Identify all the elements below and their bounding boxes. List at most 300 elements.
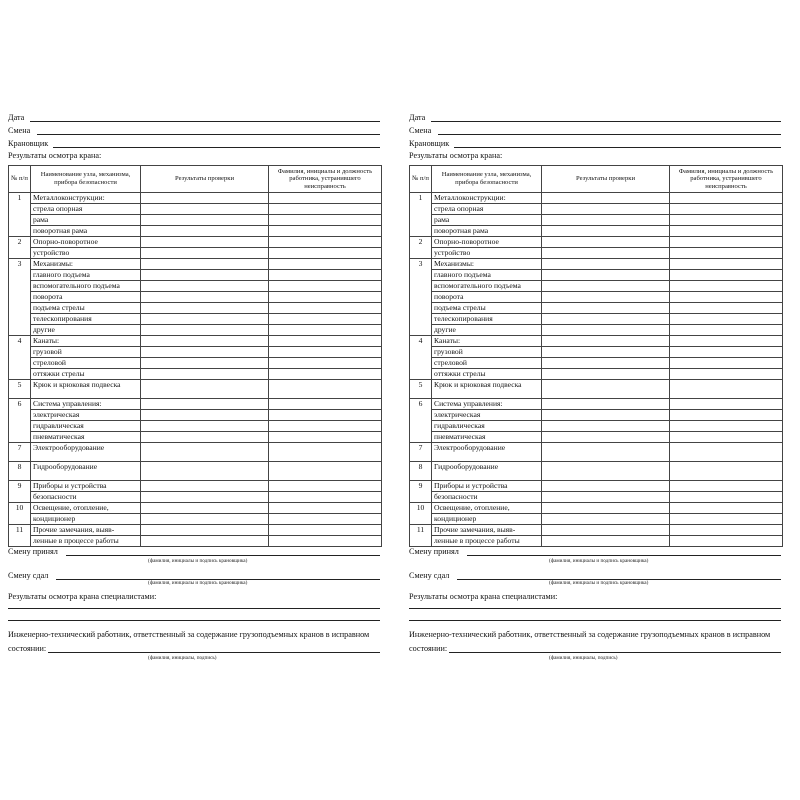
shift-accepted-label: Смену принял <box>409 547 459 556</box>
item-name: электрическая <box>432 410 542 421</box>
item-name: поворотная рама <box>432 226 542 237</box>
item-name: пневматическая <box>432 432 542 443</box>
fixer-cell[interactable] <box>269 325 382 336</box>
table-row <box>9 462 382 481</box>
result-cell[interactable] <box>141 369 269 380</box>
result-cell[interactable] <box>542 369 670 380</box>
fixer-cell[interactable] <box>269 514 382 525</box>
result-cell[interactable] <box>542 292 670 303</box>
result-cell[interactable] <box>542 462 670 481</box>
item-name: подъема стрелы <box>432 303 542 314</box>
item-name: Освещение, отопление, <box>31 503 141 514</box>
row-number: 5 <box>9 380 31 399</box>
table-row <box>9 204 382 215</box>
fixer-cell[interactable] <box>269 536 382 547</box>
item-name: поворота <box>31 292 141 303</box>
col-name-header: Наименование узла, механизма, прибора безопасности <box>31 166 141 193</box>
table-row <box>410 325 783 336</box>
table-row <box>410 421 783 432</box>
fixer-cell[interactable] <box>269 492 382 503</box>
table-row <box>9 421 382 432</box>
fixer-cell[interactable] <box>269 336 382 347</box>
result-cell[interactable] <box>141 481 269 492</box>
item-name: поворотная рама <box>31 226 141 237</box>
result-cell[interactable] <box>141 399 269 410</box>
col-num-header: № п/п <box>410 166 432 193</box>
result-cell[interactable] <box>542 314 670 325</box>
fixer-cell[interactable] <box>269 410 382 421</box>
fixer-cell[interactable] <box>269 432 382 443</box>
table-row <box>9 215 382 226</box>
item-name: другие <box>31 325 141 336</box>
item-name: стреловой <box>432 358 542 369</box>
specialists-line-2[interactable] <box>8 620 380 621</box>
item-name: телескопирования <box>432 314 542 325</box>
result-cell[interactable] <box>141 492 269 503</box>
fixer-cell[interactable] <box>670 410 783 421</box>
item-name: оттяжки стрелы <box>31 369 141 380</box>
result-cell[interactable] <box>141 525 269 536</box>
table-row <box>410 525 783 536</box>
engineer-field[interactable] <box>8 643 380 654</box>
item-name: поворота <box>432 292 542 303</box>
row-number: 9 <box>410 481 432 503</box>
fixer-cell[interactable] <box>269 215 382 226</box>
shift-accepted-field[interactable] <box>409 546 781 557</box>
result-cell[interactable] <box>542 237 670 248</box>
col-num-header: № п/п <box>9 166 31 193</box>
item-name: Освещение, отопление, <box>432 503 542 514</box>
table-row <box>410 380 783 399</box>
date-line <box>30 121 380 122</box>
table-row <box>9 303 382 314</box>
table-row <box>410 336 783 347</box>
row-number: 7 <box>9 443 31 462</box>
table-row <box>410 503 783 514</box>
result-cell[interactable] <box>542 204 670 215</box>
row-number: 5 <box>410 380 432 399</box>
table-row <box>9 270 382 281</box>
table-row <box>9 226 382 237</box>
result-cell[interactable] <box>141 432 269 443</box>
fixer-cell[interactable] <box>269 525 382 536</box>
table-row <box>9 193 382 204</box>
item-name: стрела опорная <box>432 204 542 215</box>
row-number: 11 <box>9 525 31 547</box>
operator-line <box>53 147 380 148</box>
item-name: Система управления: <box>31 399 141 410</box>
row-number: 8 <box>9 462 31 481</box>
shift-accepted-field[interactable] <box>8 546 380 557</box>
fixer-cell[interactable] <box>269 481 382 492</box>
shift-accepted-caption: (фамилия, инициалы и подпись крановщика) <box>549 558 649 564</box>
col-name-header: Наименование узла, механизма, прибора безопасности <box>432 166 542 193</box>
table-row <box>410 215 783 226</box>
row-number: 10 <box>410 503 432 525</box>
item-name: Металлоконструкции: <box>31 193 141 204</box>
engineer-line <box>48 652 380 653</box>
engineer-state-label: состоянии: <box>409 644 448 653</box>
table-row <box>410 514 783 525</box>
date-field[interactable] <box>409 112 781 123</box>
result-cell[interactable] <box>542 358 670 369</box>
fixer-cell[interactable] <box>670 421 783 432</box>
result-cell[interactable] <box>141 380 269 399</box>
fixer-cell[interactable] <box>670 336 783 347</box>
table-row <box>9 410 382 421</box>
fixer-cell[interactable] <box>269 270 382 281</box>
table-row <box>410 369 783 380</box>
fixer-cell[interactable] <box>269 292 382 303</box>
fixer-cell[interactable] <box>670 514 783 525</box>
table-row <box>9 503 382 514</box>
shift-handed-label: Смену сдал <box>409 571 450 580</box>
row-number: 4 <box>410 336 432 380</box>
result-cell[interactable] <box>542 380 670 399</box>
result-cell[interactable] <box>141 237 269 248</box>
fixer-cell[interactable] <box>670 303 783 314</box>
engineer-line <box>449 652 781 653</box>
result-cell[interactable] <box>141 193 269 204</box>
engineer-text: Инженерно-технический работник, ответственный за содержание грузоподъемных кранов в исправном <box>8 630 370 639</box>
result-cell[interactable] <box>542 325 670 336</box>
table-row <box>410 492 783 503</box>
result-cell[interactable] <box>542 536 670 547</box>
table-row <box>410 432 783 443</box>
item-name: электрическая <box>31 410 141 421</box>
table-row <box>410 292 783 303</box>
shift-accepted-label: Смену принял <box>8 547 58 556</box>
shift-handed-caption: (фамилия, инициалы и подпись крановщика) <box>549 580 649 586</box>
result-cell[interactable] <box>542 347 670 358</box>
fixer-cell[interactable] <box>269 380 382 399</box>
result-cell[interactable] <box>141 347 269 358</box>
result-cell[interactable] <box>542 226 670 237</box>
table-row <box>9 481 382 492</box>
row-number: 7 <box>410 443 432 462</box>
fixer-cell[interactable] <box>670 259 783 270</box>
result-cell[interactable] <box>141 248 269 259</box>
row-number: 1 <box>410 193 432 237</box>
item-name: устройство <box>31 248 141 259</box>
journal-page-left <box>8 0 388 800</box>
row-number: 2 <box>410 237 432 259</box>
result-cell[interactable] <box>542 514 670 525</box>
fixer-cell[interactable] <box>670 292 783 303</box>
result-cell[interactable] <box>542 215 670 226</box>
result-cell[interactable] <box>141 443 269 462</box>
item-name: устройство <box>432 248 542 259</box>
specialists-line-1[interactable] <box>8 608 380 609</box>
row-number: 10 <box>9 503 31 525</box>
item-name: Электрооборудование <box>432 443 542 462</box>
fixer-cell[interactable] <box>670 432 783 443</box>
shift-field[interactable] <box>409 125 781 136</box>
table-row <box>9 369 382 380</box>
table-row <box>410 358 783 369</box>
fixer-cell[interactable] <box>670 358 783 369</box>
engineer-text: Инженерно-технический работник, ответственный за содержание грузоподъемных кранов в исправном <box>409 630 771 639</box>
shift-label: Смена <box>409 126 432 135</box>
fixer-cell[interactable] <box>670 492 783 503</box>
row-number: 11 <box>410 525 432 547</box>
row-number: 3 <box>9 259 31 336</box>
item-name: рама <box>31 215 141 226</box>
fixer-cell[interactable] <box>670 237 783 248</box>
result-cell[interactable] <box>141 325 269 336</box>
shift-accepted-line <box>66 555 380 556</box>
table-row <box>9 525 382 536</box>
item-name: безопасности <box>31 492 141 503</box>
result-cell[interactable] <box>141 462 269 481</box>
table-row <box>410 226 783 237</box>
result-cell[interactable] <box>141 281 269 292</box>
row-number: 4 <box>9 336 31 380</box>
shift-accepted-line <box>467 555 781 556</box>
result-cell[interactable] <box>141 410 269 421</box>
table-row <box>9 492 382 503</box>
item-name: Приборы и устройства <box>432 481 542 492</box>
item-name: Опорно-поворотное <box>31 237 141 248</box>
date-line <box>431 121 781 122</box>
fixer-cell[interactable] <box>269 314 382 325</box>
item-name: Приборы и устройства <box>31 481 141 492</box>
table-row <box>410 281 783 292</box>
col-fixer-header: Фамилия, инициалы и должность работника, устранившего неисправность <box>269 166 382 193</box>
table-row <box>410 536 783 547</box>
result-cell[interactable] <box>542 336 670 347</box>
result-cell[interactable] <box>542 303 670 314</box>
item-name: другие <box>432 325 542 336</box>
fixer-cell[interactable] <box>269 259 382 270</box>
item-name: Механизмы: <box>31 259 141 270</box>
fixer-cell[interactable] <box>269 399 382 410</box>
fixer-cell[interactable] <box>269 303 382 314</box>
result-cell[interactable] <box>542 399 670 410</box>
result-cell[interactable] <box>141 358 269 369</box>
table-row <box>9 358 382 369</box>
fixer-cell[interactable] <box>670 481 783 492</box>
item-name: Прочие замечания, выяв- <box>432 525 542 536</box>
item-name: главного подъема <box>432 270 542 281</box>
specialists-label: Результаты осмотра крана специалистами: <box>409 592 558 601</box>
item-name: телескопирования <box>31 314 141 325</box>
table-row <box>9 237 382 248</box>
item-name: стрела опорная <box>31 204 141 215</box>
shift-handed-label: Смену сдал <box>8 571 49 580</box>
table-row <box>410 399 783 410</box>
result-cell[interactable] <box>542 248 670 259</box>
shift-field[interactable] <box>8 125 380 136</box>
date-label: Дата <box>409 113 426 122</box>
fixer-cell[interactable] <box>269 358 382 369</box>
item-name: подъема стрелы <box>31 303 141 314</box>
table-row <box>9 259 382 270</box>
fixer-cell[interactable] <box>269 248 382 259</box>
row-number: 3 <box>410 259 432 336</box>
fixer-cell[interactable] <box>670 204 783 215</box>
fixer-cell[interactable] <box>670 503 783 514</box>
item-name: Механизмы: <box>432 259 542 270</box>
result-cell[interactable] <box>542 410 670 421</box>
engineer-state-label: состоянии: <box>8 644 47 653</box>
fixer-cell[interactable] <box>670 270 783 281</box>
result-cell[interactable] <box>141 536 269 547</box>
table-row <box>410 270 783 281</box>
fixer-cell[interactable] <box>670 193 783 204</box>
results-label: Результаты осмотра крана: <box>8 151 102 160</box>
specialists-line-1[interactable] <box>409 608 781 609</box>
item-name: Система управления: <box>432 399 542 410</box>
col-result-header: Результаты проверки <box>141 166 269 193</box>
engineer-field[interactable] <box>409 643 781 654</box>
table-row <box>9 325 382 336</box>
shift-line <box>37 134 380 135</box>
table-row <box>410 410 783 421</box>
fixer-cell[interactable] <box>670 325 783 336</box>
table-header-row <box>410 166 783 193</box>
fixer-cell[interactable] <box>670 536 783 547</box>
result-cell[interactable] <box>141 503 269 514</box>
row-number: 2 <box>9 237 31 259</box>
fixer-cell[interactable] <box>670 314 783 325</box>
result-cell[interactable] <box>141 514 269 525</box>
item-name: Гидрооборудование <box>31 462 141 481</box>
result-cell[interactable] <box>542 432 670 443</box>
result-cell[interactable] <box>542 525 670 536</box>
item-name: кондиционер <box>432 514 542 525</box>
fixer-cell[interactable] <box>670 215 783 226</box>
result-cell[interactable] <box>141 270 269 281</box>
item-name: гидравлическая <box>432 421 542 432</box>
item-name: Крюк и крюковая подвеска <box>432 380 542 399</box>
col-fixer-header: Фамилия, инициалы и должность работника, устранившего неисправность <box>670 166 783 193</box>
item-name: рама <box>432 215 542 226</box>
item-name: оттяжки стрелы <box>432 369 542 380</box>
item-name: ленные в процессе работы <box>31 536 141 547</box>
item-name: грузовой <box>31 347 141 358</box>
fixer-cell[interactable] <box>269 443 382 462</box>
result-cell[interactable] <box>542 270 670 281</box>
shift-accepted-caption: (фамилия, инициалы и подпись крановщика) <box>148 558 248 564</box>
result-cell[interactable] <box>542 259 670 270</box>
operator-label: Крановщик <box>409 139 450 148</box>
date-field[interactable] <box>8 112 380 123</box>
item-name: Гидрооборудование <box>432 462 542 481</box>
table-row <box>410 248 783 259</box>
row-number: 9 <box>9 481 31 503</box>
result-cell[interactable] <box>542 281 670 292</box>
row-number: 8 <box>410 462 432 481</box>
fixer-cell[interactable] <box>269 369 382 380</box>
fixer-cell[interactable] <box>269 226 382 237</box>
table-row <box>410 237 783 248</box>
result-cell[interactable] <box>141 204 269 215</box>
operator-field[interactable] <box>8 138 380 149</box>
fixer-cell[interactable] <box>269 421 382 432</box>
result-cell[interactable] <box>542 492 670 503</box>
table-row <box>410 314 783 325</box>
fixer-cell[interactable] <box>670 226 783 237</box>
item-name: кондиционер <box>31 514 141 525</box>
fixer-cell[interactable] <box>269 281 382 292</box>
result-cell[interactable] <box>141 303 269 314</box>
fixer-cell[interactable] <box>670 380 783 399</box>
fixer-cell[interactable] <box>670 281 783 292</box>
table-row <box>9 399 382 410</box>
table-row <box>9 443 382 462</box>
row-number: 6 <box>410 399 432 443</box>
fixer-cell[interactable] <box>670 369 783 380</box>
engineer-caption: (фамилия, инициалы, подпись) <box>549 655 618 661</box>
item-name: ленные в процессе работы <box>432 536 542 547</box>
table-row <box>9 281 382 292</box>
result-cell[interactable] <box>141 336 269 347</box>
fixer-cell[interactable] <box>269 462 382 481</box>
table-row <box>410 303 783 314</box>
col-result-header: Результаты проверки <box>542 166 670 193</box>
operator-label: Крановщик <box>8 139 49 148</box>
date-label: Дата <box>8 113 25 122</box>
fixer-cell[interactable] <box>670 347 783 358</box>
fixer-cell[interactable] <box>269 237 382 248</box>
fixer-cell[interactable] <box>269 503 382 514</box>
fixer-cell[interactable] <box>670 399 783 410</box>
table-row <box>410 347 783 358</box>
engineer-caption: (фамилия, инициалы, подпись) <box>148 655 217 661</box>
fixer-cell[interactable] <box>269 204 382 215</box>
item-name: вспомогательного подъема <box>31 281 141 292</box>
result-cell[interactable] <box>542 443 670 462</box>
fixer-cell[interactable] <box>269 347 382 358</box>
inspection-table <box>8 165 382 547</box>
fixer-cell[interactable] <box>670 462 783 481</box>
fixer-cell[interactable] <box>670 525 783 536</box>
result-cell[interactable] <box>141 215 269 226</box>
result-cell[interactable] <box>542 193 670 204</box>
result-cell[interactable] <box>141 226 269 237</box>
shift-label: Смена <box>8 126 31 135</box>
operator-field[interactable] <box>409 138 781 149</box>
result-cell[interactable] <box>141 314 269 325</box>
result-cell[interactable] <box>542 421 670 432</box>
specialists-line-2[interactable] <box>409 620 781 621</box>
item-name: вспомогательного подъема <box>432 281 542 292</box>
fixer-cell[interactable] <box>670 443 783 462</box>
result-cell[interactable] <box>141 292 269 303</box>
item-name: Металлоконструкции: <box>432 193 542 204</box>
result-cell[interactable] <box>542 503 670 514</box>
inspection-table <box>409 165 783 547</box>
table-header-row <box>9 166 382 193</box>
result-cell[interactable] <box>141 259 269 270</box>
table-row <box>9 347 382 358</box>
table-row <box>410 481 783 492</box>
results-label: Результаты осмотра крана: <box>409 151 503 160</box>
item-name: главного подъема <box>31 270 141 281</box>
item-name: безопасности <box>432 492 542 503</box>
result-cell[interactable] <box>542 481 670 492</box>
fixer-cell[interactable] <box>670 248 783 259</box>
item-name: Электрооборудование <box>31 443 141 462</box>
item-name: пневматическая <box>31 432 141 443</box>
journal-page-right <box>409 0 789 800</box>
item-name: Прочие замечания, выяв- <box>31 525 141 536</box>
item-name: Канаты: <box>432 336 542 347</box>
result-cell[interactable] <box>141 421 269 432</box>
table-row <box>410 462 783 481</box>
fixer-cell[interactable] <box>269 193 382 204</box>
